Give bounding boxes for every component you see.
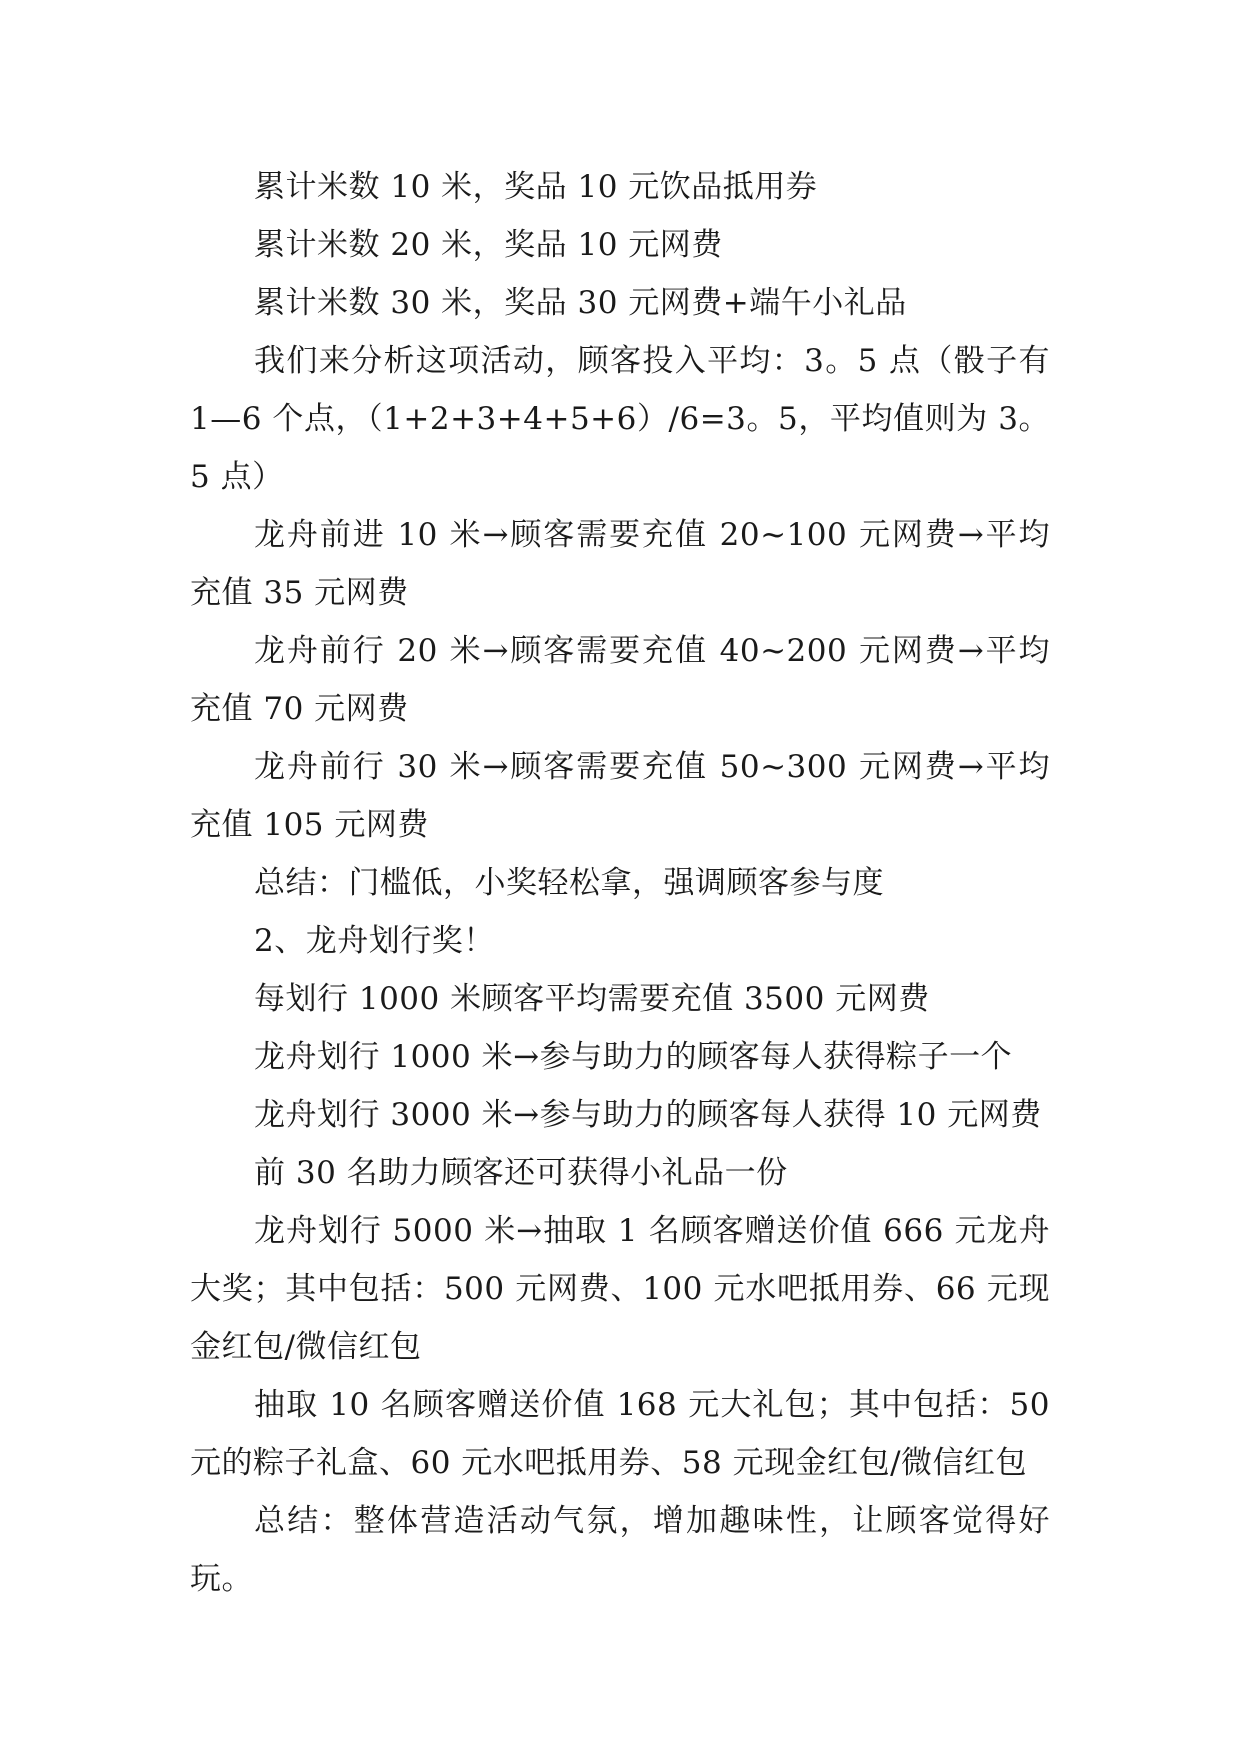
paragraph-rowing-1000m: 龙舟划行 1000 米→参与助力的顾客每人获得粽子一个 (254, 1039, 1013, 1075)
paragraph-rowing-3000m: 龙舟划行 3000 米→参与助力的顾客每人获得 10 元网费 (254, 1097, 1042, 1133)
paragraph-per-1000m: 每划行 1000 米顾客平均需要充值 3500 元网费 (254, 981, 930, 1017)
paragraph-advance-20m: 龙舟前行 20 米→顾客需要充值 40~200 元网费→平均充值 70 元网费 (190, 633, 1050, 727)
section-heading-rowing-prize: 2、龙舟划行奖！ (254, 923, 495, 959)
paragraph-draw-10-customers: 抽取 10 名顾客赠送价值 168 元大礼包；其中包括：50 元的粽子礼盒、60 元水吧抵用券、58 元现金红包/微信红包 (190, 1387, 1050, 1481)
paragraph-summary-1: 总结：门槛低，小奖轻松拿，强调顾客参与度 (254, 865, 884, 901)
paragraph-reward-20m: 累计米数 20 米，奖品 10 元网费 (254, 227, 723, 263)
paragraph-top-30-gift: 前 30 名助力顾客还可获得小礼品一份 (254, 1155, 788, 1191)
paragraph-reward-30m: 累计米数 30 米，奖品 30 元网费+端午小礼品 (254, 285, 907, 321)
paragraph-rowing-5000m: 龙舟划行 5000 米→抽取 1 名顾客赠送价值 666 元龙舟大奖；其中包括：500 元网费、100 元水吧抵用券、66 元现金红包/微信红包 (190, 1213, 1050, 1365)
paragraph-advance-30m: 龙舟前行 30 米→顾客需要充值 50~300 元网费→平均充值 105 元网费 (190, 749, 1050, 843)
paragraph-advance-10m: 龙舟前进 10 米→顾客需要充值 20~100 元网费→平均充值 35 元网费 (190, 517, 1050, 611)
paragraph-reward-10m: 累计米数 10 米，奖品 10 元饮品抵用券 (254, 169, 818, 205)
paragraph-average-analysis: 我们来分析这项活动，顾客投入平均：3。5 点（骰子有 1—6 个点，（1+2+3+4+5+6）/6=3。5，平均值则为 3。5 点） (190, 343, 1050, 495)
paragraph-summary-2: 总结：整体营造活动气氛，增加趣味性，让顾客觉得好玩。 (190, 1503, 1050, 1597)
document-body (190, 158, 1050, 1608)
